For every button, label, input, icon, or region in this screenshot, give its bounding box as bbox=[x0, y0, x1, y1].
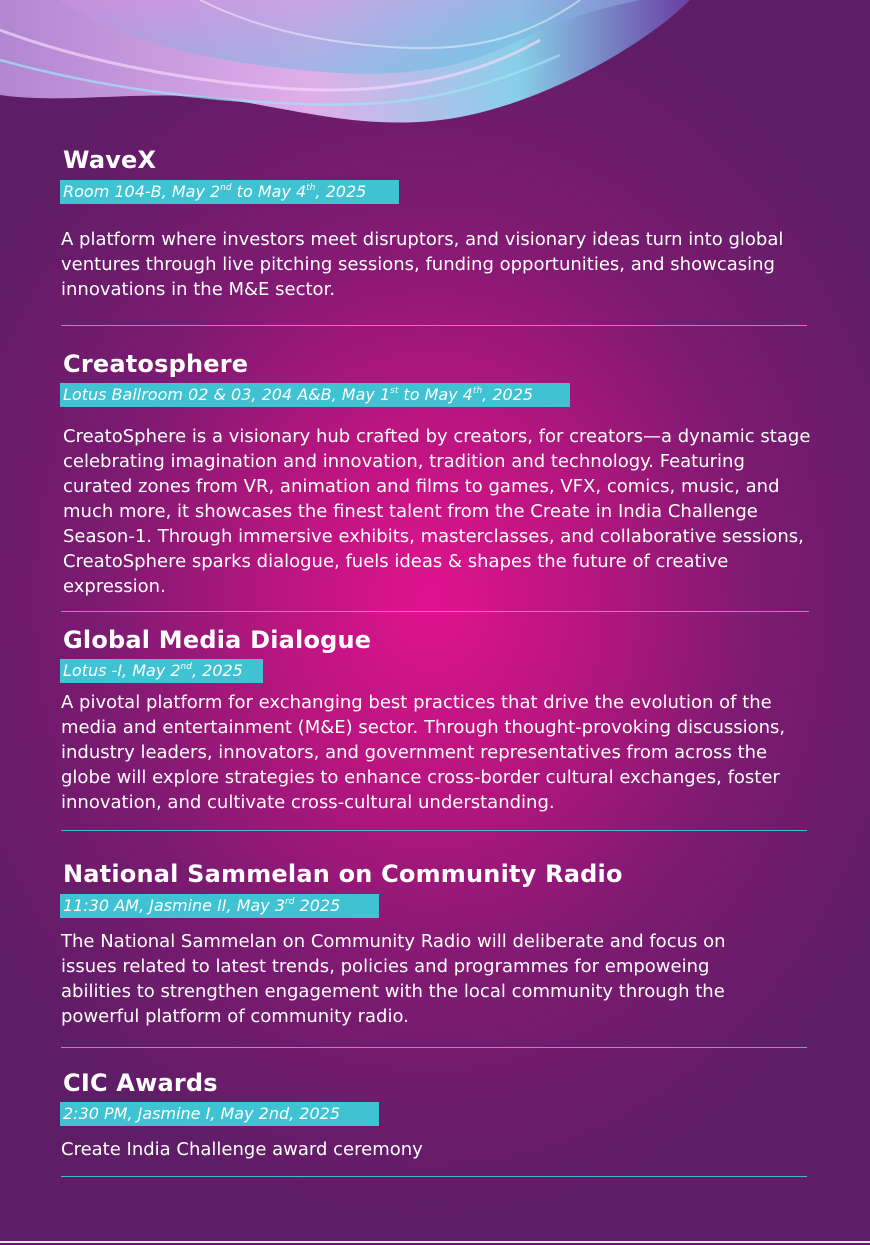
event-schedule-tag: Room 104-B, May 2nd to May 4th, 2025 bbox=[60, 180, 399, 204]
page-bottom-border bbox=[0, 1241, 870, 1243]
section-divider bbox=[61, 1047, 807, 1048]
section-divider bbox=[61, 830, 807, 831]
event-schedule-tag: 11:30 AM, Jasmine II, May 3rd 2025 bbox=[60, 894, 379, 918]
event-schedule-tag: Lotus Ballroom 02 & 03, 204 A&B, May 1st to May 4th, 2025 bbox=[60, 383, 570, 407]
event-description: CreatoSphere is a visionary hub crafted by creators, for creators—a dynamic stage celebrating imagination and innovation, tradition and technology. Featuring curated zones from VR, animation and films to games, VFX, comics, music, and much more, it showcases the finest talent from the Create in India Challenge Season-1. Through immersive exhibits, masterclasses, and collaborative sessions, CreatoSphere sparks dialogue, fuels ideas & shapes the future of creative expression. bbox=[63, 426, 811, 597]
event-description: The National Sammelan on Community Radio will deliberate and focus on issues related to latest trends, policies and programmes for empoweing abilities to strengthen engagement with the local community through the powerful platform of community radio. bbox=[61, 931, 726, 1027]
event-schedule-tag: Lotus -I, May 2nd, 2025 bbox=[60, 659, 263, 683]
event-title: WaveX bbox=[63, 146, 157, 174]
event-description: Create India Challenge award ceremony bbox=[61, 1139, 423, 1160]
event-title: Global Media Dialogue bbox=[63, 626, 372, 654]
event-title: National Sammelan on Community Radio bbox=[63, 860, 623, 888]
section-divider bbox=[61, 325, 807, 326]
decorative-wave-graphic bbox=[0, 0, 870, 140]
event-title: CIC Awards bbox=[63, 1069, 218, 1097]
event-title: Creatosphere bbox=[63, 350, 249, 378]
section-divider bbox=[61, 1176, 807, 1177]
event-schedule-tag: 2:30 PM, Jasmine I, May 2nd, 2025 bbox=[60, 1102, 379, 1126]
event-description: A pivotal platform for exchanging best practices that drive the evolution of the media and entertainment (M&E) sector. Through thought-provoking discussions, industry leaders, innovators, and government representatives from across the globe will explore strategies to enhance cross-border cultural exchanges, foster innovation, and cultivate cross-cultural understanding. bbox=[61, 692, 786, 813]
event-description: A platform where investors meet disruptors, and visionary ideas turn into global ventures through live pitching sessions, funding opportunities, and showcasing innovations in the M&E sector. bbox=[61, 229, 784, 300]
section-divider bbox=[61, 611, 809, 612]
